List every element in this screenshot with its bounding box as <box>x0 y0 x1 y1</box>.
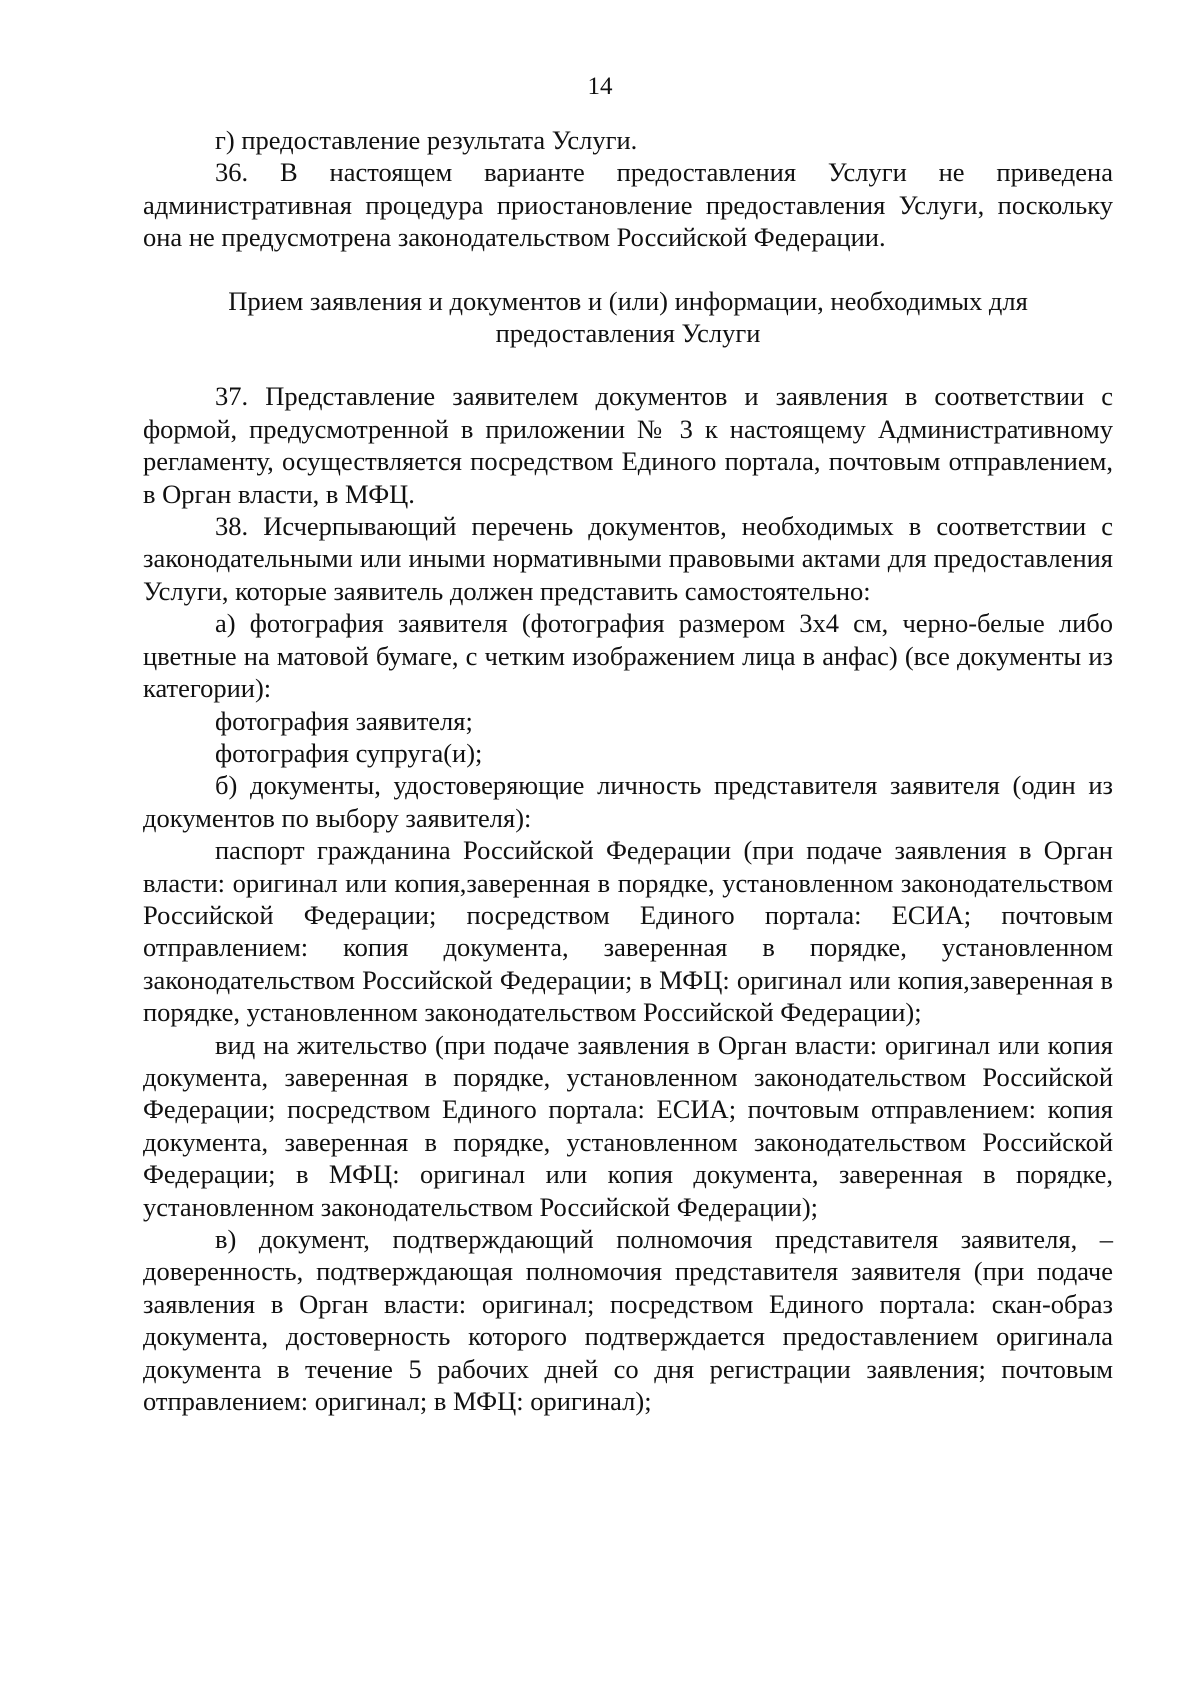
list-item-residence-permit: вид на жительство (при подаче заявления в Орган власти: оригинал или копия документа, заверенная в порядке, установленном законодательством Российской Федерации; посредством Единого портала: ЕСИА; почтовым отправлением: копия документа, заверенная в порядке, установленном законодательством Российской Федерации; в МФЦ: оригинал или копия документа, заверенная в порядке, установленном законодательством Российской Федерации); <box>143 1029 1113 1222</box>
paragraph-item-g: г) предоставление результата Услуги. <box>215 125 638 155</box>
paragraph-item-b: б) документы, удостоверяющие личность представителя заявителя (один из документов по выбору заявителя): <box>143 770 1113 833</box>
section-heading: Прием заявления и документов и (или) информации, необходимых для предоставления Услуги <box>228 285 1028 349</box>
list-item-photo-applicant: фотография заявителя; <box>215 705 473 736</box>
paragraph-37: 37. Представление заявителем документов и заявления в соответствии с формой, предусмотренной в приложении № 3 к настоящему Административному регламенту, осуществляется посредством Единого портала, почтовым отправлением, в Орган власти, в МФЦ. <box>143 381 1113 509</box>
page-number: 14 <box>587 73 613 100</box>
paragraph-item-a: а) фотография заявителя (фотография размером 3х4 см, черно-белые либо цветные на матовой бумаге, с четким изображением лица в анфас) (все документы из категории): <box>143 608 1113 704</box>
paragraph-38: 38. Исчерпывающий перечень документов, необходимых в соответствии с законодательными или иными нормативными правовыми актами для предоставления Услуги, которые заявитель должен представить самостоятельно: <box>143 511 1113 606</box>
document-body <box>143 124 1113 1417</box>
paragraph-item-v: в) документ, подтверждающий полномочия представителя заявителя, – доверенность, подтверждающая полномочия представителя заявителя (при подаче заявления в Орган власти: оригинал; посредством Единого портала: скан-образ документа, достоверность которого подтверждается предоставлением оригинала документа в течение 5 рабочих дней со дня регистрации заявления; почтовым отправлением: оригинал; в МФЦ: оригинал); <box>143 1224 1113 1417</box>
list-item-photo-spouse: фотография супруга(и); <box>215 737 483 768</box>
paragraph-36: 36. В настоящем варианте предоставления Услуги не приведена административная процедура приостановление предоставления Услуги, поскольку она не предусмотрена законодательством Российской Федерации. <box>143 157 1113 253</box>
list-item-passport: паспорт гражданина Российской Федерации (при подаче заявления в Орган власти: оригинал или копия,заверенная в порядке, установленном законодательством Российской Федерации; посредством Единого портала: ЕСИА; почтовым отправлением: копия документа, заверенная в порядке, установленном законодательством Российской Федерации; в МФЦ: оригинал или копия,заверенная в порядке, установленном законодательством Российской Федерации); <box>143 835 1113 1028</box>
